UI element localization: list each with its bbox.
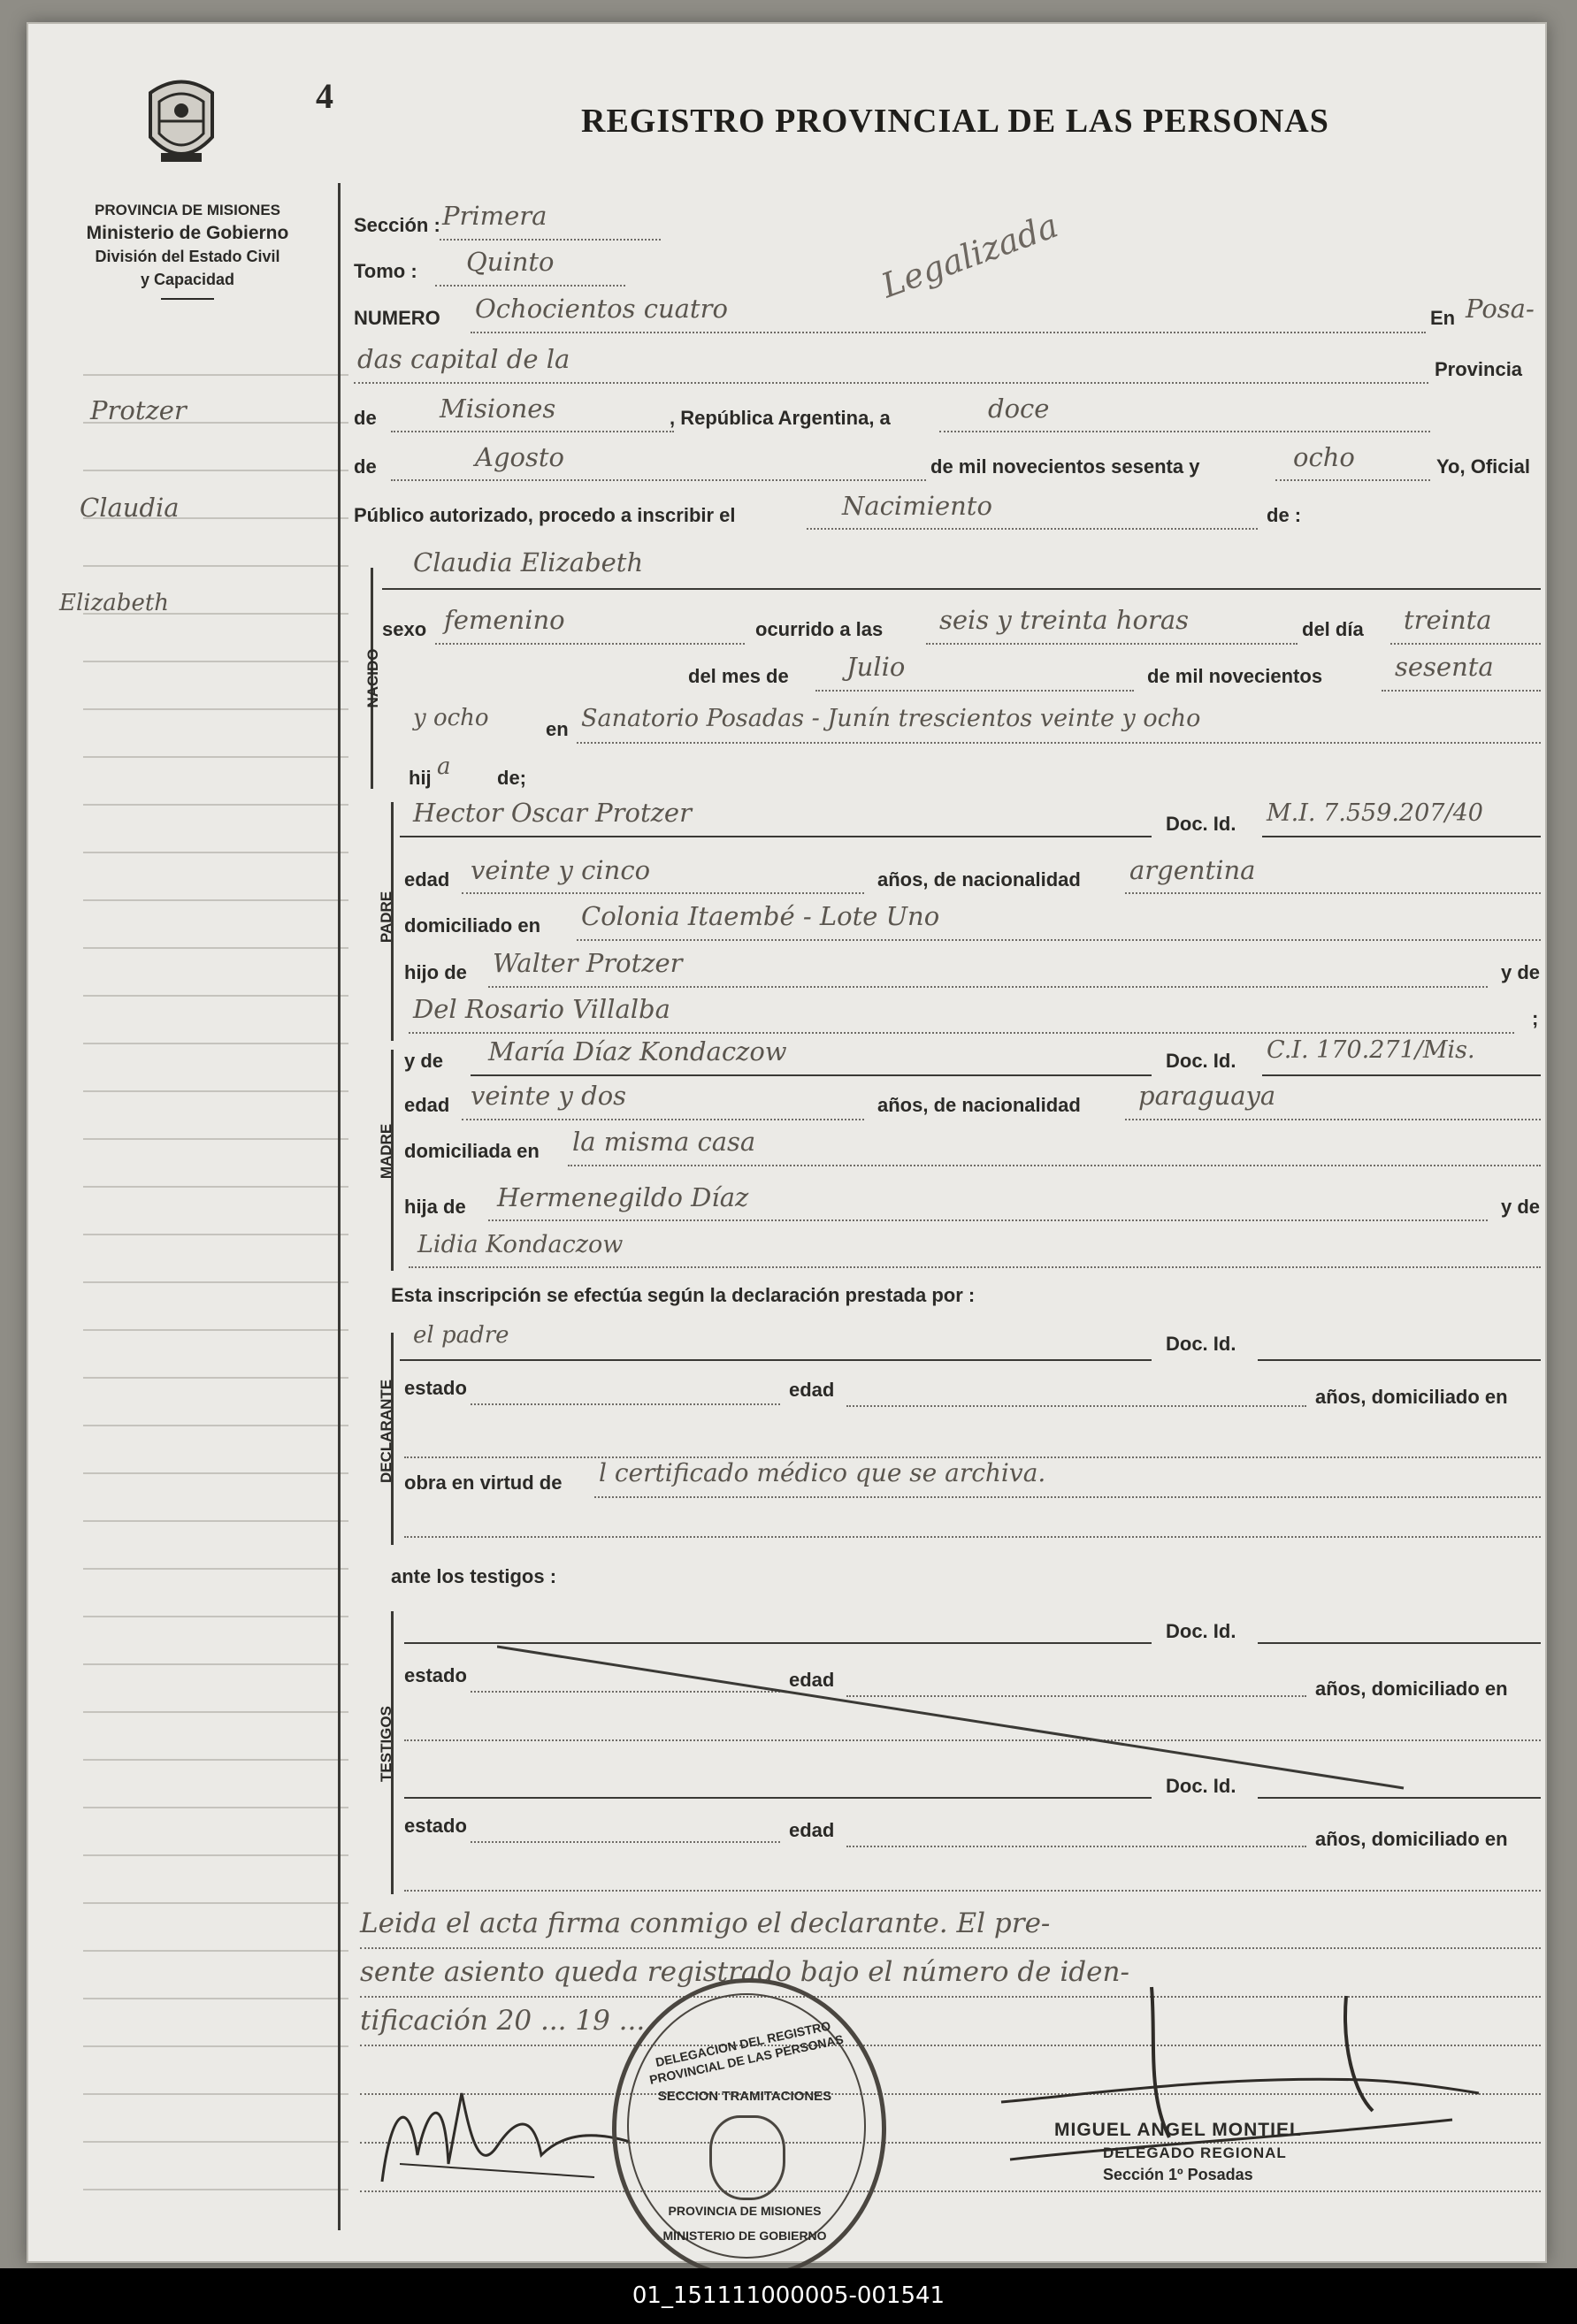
- provincia-label: Provincia: [1435, 358, 1523, 380]
- declarante-value: el padre: [413, 1322, 509, 1349]
- doc-id-label: Doc. Id.: [1166, 1050, 1236, 1072]
- padre-hijo-de-value: Walter Protzer: [493, 948, 683, 978]
- closing-line: tificación 20 ... 19 ...: [360, 2005, 646, 2037]
- provincia-value: Misiones: [440, 394, 556, 424]
- de-mil-label: de mil novecientos: [1147, 665, 1323, 687]
- madre-nac-value: paraguaya: [1138, 1081, 1276, 1111]
- document-title: REGISTRO PROVINCIAL DE LAS PERSONAS: [581, 103, 1329, 140]
- section-nacido: NACIDO: [364, 648, 381, 708]
- de-label: de :: [1267, 504, 1302, 526]
- y-de-label: y de: [404, 1050, 444, 1072]
- doc-id-label: Doc. Id.: [1166, 1333, 1236, 1355]
- image-id-footer: 01_151111000005-001541: [0, 2268, 1577, 2324]
- doc-id-label: Doc. Id.: [1166, 1775, 1236, 1797]
- de-mil-label: de mil novecientos sesenta y: [930, 455, 1200, 478]
- hija-de-label: hija de: [404, 1196, 466, 1218]
- anio-nac-value: sesenta: [1395, 652, 1494, 682]
- estado-label: estado: [404, 1377, 467, 1399]
- madre-dom-value: la misma casa: [572, 1127, 756, 1157]
- numero-value: Ochocientos cuatro: [475, 294, 728, 324]
- seccion-label: Sección :: [354, 214, 440, 236]
- official-name: MIGUEL ANGEL MONTIEL: [1054, 2120, 1302, 2140]
- madre-nombre-value: María Díaz Kondaczow: [488, 1036, 787, 1066]
- lugar-value: Posa-: [1466, 294, 1535, 324]
- anios-nacionalidad-label: años, de nacionalidad: [877, 868, 1081, 891]
- edad-label: edad: [404, 1094, 450, 1116]
- y-de-label: y de: [1501, 1196, 1541, 1218]
- de-label: de: [354, 455, 377, 478]
- sexo-label: sexo: [382, 618, 427, 640]
- ministry-line: Ministerio de Gobierno: [86, 223, 289, 243]
- yo-oficial-label: Yo, Oficial: [1436, 455, 1530, 478]
- anios-nacionalidad-label: años, de nacionalidad: [877, 1094, 1081, 1116]
- anios-domiciliado-label: años, domiciliado en: [1315, 1678, 1508, 1700]
- ministry-line: PROVINCIA DE MISIONES: [94, 202, 280, 218]
- closing-line: sente asiento queda registrado bajo el número de iden-: [360, 1956, 1129, 1988]
- del-dia-label: del día: [1302, 618, 1364, 640]
- domiciliada-label: domiciliada en: [404, 1140, 540, 1162]
- lugar-nac-value: Sanatorio Posadas - Junín trescientos veinte y ocho: [581, 705, 1201, 732]
- edad-label: edad: [404, 868, 450, 891]
- tomo-label: Tomo :: [354, 260, 417, 282]
- cancel-stroke: [497, 1642, 1408, 1793]
- declaracion-label: Esta inscripción se efectúa según la declaración prestada por :: [391, 1284, 976, 1306]
- stamp-crest-icon: [709, 2115, 785, 2200]
- anios-domiciliado-label: años, domiciliado en: [1315, 1386, 1508, 1408]
- testigos-label: ante los testigos :: [391, 1565, 557, 1587]
- section-madre: MADRE: [378, 1123, 394, 1180]
- divider: [161, 298, 214, 300]
- ministry-line: División del Estado Civil: [95, 248, 280, 265]
- stamp-text: MINISTERIO DE GOBIERNO: [662, 2228, 827, 2243]
- stub-name: Claudia: [80, 493, 180, 523]
- republica-label: , República Argentina, a: [670, 407, 891, 429]
- de-label: de: [354, 407, 377, 429]
- obra-value: l certificado médico que se archiva.: [599, 1458, 1046, 1487]
- y-de-label: y de: [1501, 961, 1541, 983]
- stub-name: Elizabeth: [59, 590, 170, 616]
- hij-suffix-value: a: [437, 753, 451, 780]
- coat-of-arms-icon: [142, 75, 221, 172]
- birth-certificate-page: [27, 22, 1547, 2263]
- estado-label: estado: [404, 1664, 467, 1686]
- anios-domiciliado-label: años, domiciliado en: [1315, 1828, 1508, 1850]
- official-signature: [992, 1969, 1488, 2173]
- hij-label: hij: [409, 767, 432, 789]
- ministry-line: y Capacidad: [140, 271, 235, 288]
- domiciliado-label: domiciliado en: [404, 914, 541, 936]
- section-testigos: TESTIGOS: [378, 1706, 394, 1782]
- acto-value: Nacimiento: [842, 491, 992, 521]
- tomo-value: Quinto: [466, 247, 555, 277]
- numero-label: NUMERO: [354, 307, 440, 329]
- edad-label: edad: [789, 1379, 835, 1401]
- ocurrido-label: ocurrido a las: [755, 618, 884, 640]
- section-padre: PADRE: [378, 891, 394, 944]
- page-number: 4: [316, 76, 333, 116]
- hora-value: seis y treinta horas: [939, 605, 1189, 635]
- edad-label: edad: [789, 1819, 835, 1841]
- official-round-stamp: [612, 1978, 886, 2279]
- madre-hija-de-value: Hermenegildo Díaz: [497, 1182, 749, 1212]
- dia-value: doce: [988, 394, 1050, 424]
- obra-label: obra en virtud de: [404, 1472, 563, 1494]
- legalizada-annotation: Legalizada: [876, 205, 1063, 306]
- sexo-value: femenino: [444, 605, 565, 635]
- doc-id-label: Doc. Id.: [1166, 1620, 1236, 1642]
- padre-doc-value: M.I. 7.559.207/40: [1267, 799, 1483, 827]
- padre-nac-value: argentina: [1129, 855, 1256, 885]
- mes-nac-value: Julio: [846, 652, 906, 682]
- declarant-signature: [364, 2058, 647, 2208]
- lugar-value: das capital de la: [357, 344, 570, 374]
- publico-label: Público autorizado, procedo a inscribir el: [354, 504, 736, 526]
- madre-doc-value: C.I. 170.271/Mis.: [1267, 1036, 1475, 1064]
- en-label: En: [1430, 307, 1456, 329]
- padre-dom-value: Colonia Itaembé - Lote Uno: [581, 901, 940, 931]
- section-declarante: DECLARANTE: [378, 1379, 394, 1483]
- ministry-block: [55, 199, 320, 300]
- mes-value: Agosto: [475, 442, 564, 472]
- stamp-text: SECCION TRAMITACIONES: [657, 2089, 832, 2104]
- doc-id-label: Doc. Id.: [1166, 813, 1236, 835]
- hijo-de-label: hijo de: [404, 961, 467, 983]
- de-label: de;: [497, 767, 526, 789]
- madre-edad-value: veinte y dos: [471, 1081, 627, 1111]
- anio-nac-value: y ocho: [413, 705, 489, 731]
- nacido-nombre-value: Claudia Elizabeth: [413, 547, 644, 577]
- estado-label: estado: [404, 1815, 467, 1837]
- padre-nombre-value: Hector Oscar Protzer: [413, 798, 692, 828]
- en-label: en: [546, 718, 569, 740]
- stamp-text: PROVINCIA DE MISIONES: [668, 2204, 822, 2218]
- anio-value: ocho: [1293, 442, 1355, 472]
- stub-surname: Protzer: [90, 395, 187, 425]
- semicolon: ;: [1532, 1007, 1539, 1029]
- dia-nac-value: treinta: [1404, 605, 1492, 635]
- closing-line: Leida el acta firma conmigo el declarante. El pre-: [360, 1907, 1051, 1939]
- column-divider: [338, 183, 341, 2230]
- stamp-text: DELEGACION DEL REGISTRO PROVINCIAL DE LAS PERSONAS: [647, 2018, 845, 2087]
- official-section: Sección 1º Posadas: [1103, 2166, 1253, 2183]
- padre-edad-value: veinte y cinco: [471, 855, 651, 885]
- edad-label: edad: [789, 1669, 835, 1691]
- madre-y-de-value: Lidia Kondaczow: [417, 1231, 624, 1258]
- seccion-value: Primera: [442, 201, 547, 231]
- official-role: DELEGADO REGIONAL: [1103, 2144, 1287, 2161]
- del-mes-label: del mes de: [688, 665, 789, 687]
- padre-y-de-value: Del Rosario Villalba: [413, 994, 670, 1024]
